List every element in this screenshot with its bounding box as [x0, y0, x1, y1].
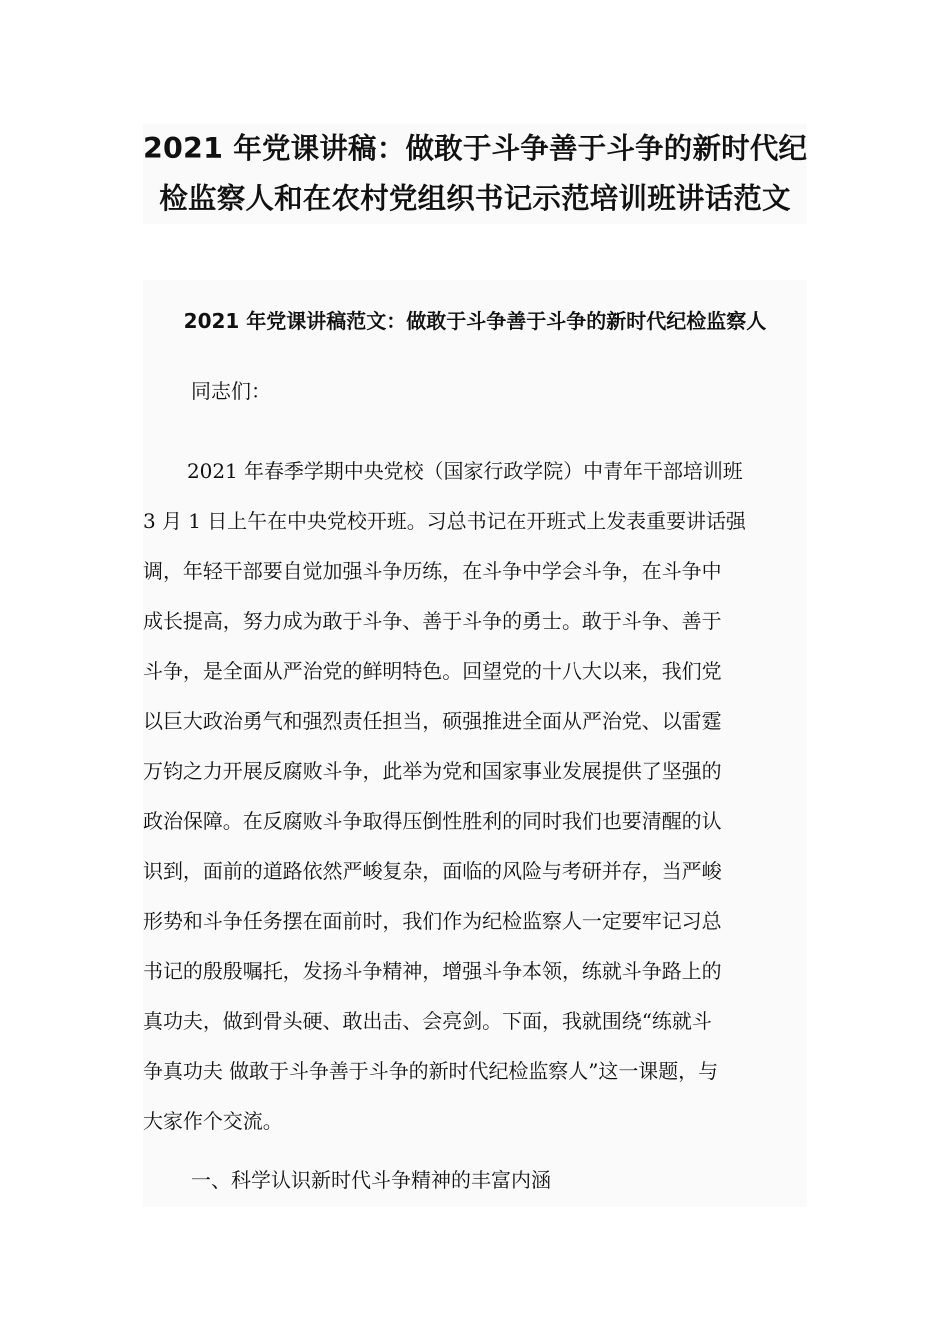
- paragraph-line: 形势和斗争任务摆在面前时，我们作为纪检监察人一定要牢记习总: [143, 909, 722, 933]
- paragraph-line: 书记的殷殷嘱托，发扬斗争精神，增强斗争本领，练就斗争路上的: [143, 959, 722, 983]
- paragraph-line: 调，年轻干部要自觉加强斗争历练，在斗争中学会斗争，在斗争中: [143, 559, 722, 583]
- paragraph-line: 识到，面前的道路依然严峻复杂，面临的风险与考研并存，当严峻: [143, 859, 722, 883]
- section-heading: 一、科学认识新时代斗争精神的丰富内涵: [191, 1168, 551, 1192]
- paragraph-line: 成长提高，努力成为敢于斗争、善于斗争的勇士。敢于斗争、善于: [143, 609, 722, 633]
- document-body: [143, 280, 807, 1207]
- section-subtitle: 2021 年党课讲稿范文：做敢于斗争善于斗争的新时代纪检监察人: [183, 309, 767, 333]
- paragraph-line: 万钧之力开展反腐败斗争，此举为党和国家事业发展提供了坚强的: [143, 759, 722, 783]
- paragraph-line: 政治保障。在反腐败斗争取得压倒性胜利的同时我们也要清醒的认: [143, 809, 722, 833]
- title-line-1: 2021 年党课讲稿：做敢于斗争善于斗争的新时代纪: [143, 132, 808, 165]
- paragraph-line: 争真功夫 做敢于斗争善于斗争的新时代纪检监察人”这一课题，与: [143, 1059, 719, 1083]
- salutation: 同志们：: [191, 379, 271, 403]
- document-title: [143, 124, 807, 224]
- paragraph-line: 大家作个交流。: [143, 1109, 283, 1133]
- body-paragraph: [143, 446, 807, 1146]
- paragraph-line: 3 月 1 日上午在中央党校开班。习总书记在开班式上发表重要讲话强: [143, 509, 746, 533]
- paragraph-line: 斗争，是全面从严治党的鲜明特色。回望党的十八大以来，我们党: [143, 659, 722, 683]
- title-line-2: 检监察人和在农村党组织书记示范培训班讲话范文: [159, 182, 791, 215]
- paragraph-line: 真功夫，做到骨头硬、敢出击、会亮剑。下面，我就围绕“练就斗: [143, 1009, 712, 1033]
- paragraph-line: 以巨大政治勇气和强烈责任担当，硕强推进全面从严治党、以雷霆: [143, 709, 722, 733]
- paragraph-line: 2021 年春季学期中央党校（国家行政学院）中青年干部培训班: [187, 459, 743, 483]
